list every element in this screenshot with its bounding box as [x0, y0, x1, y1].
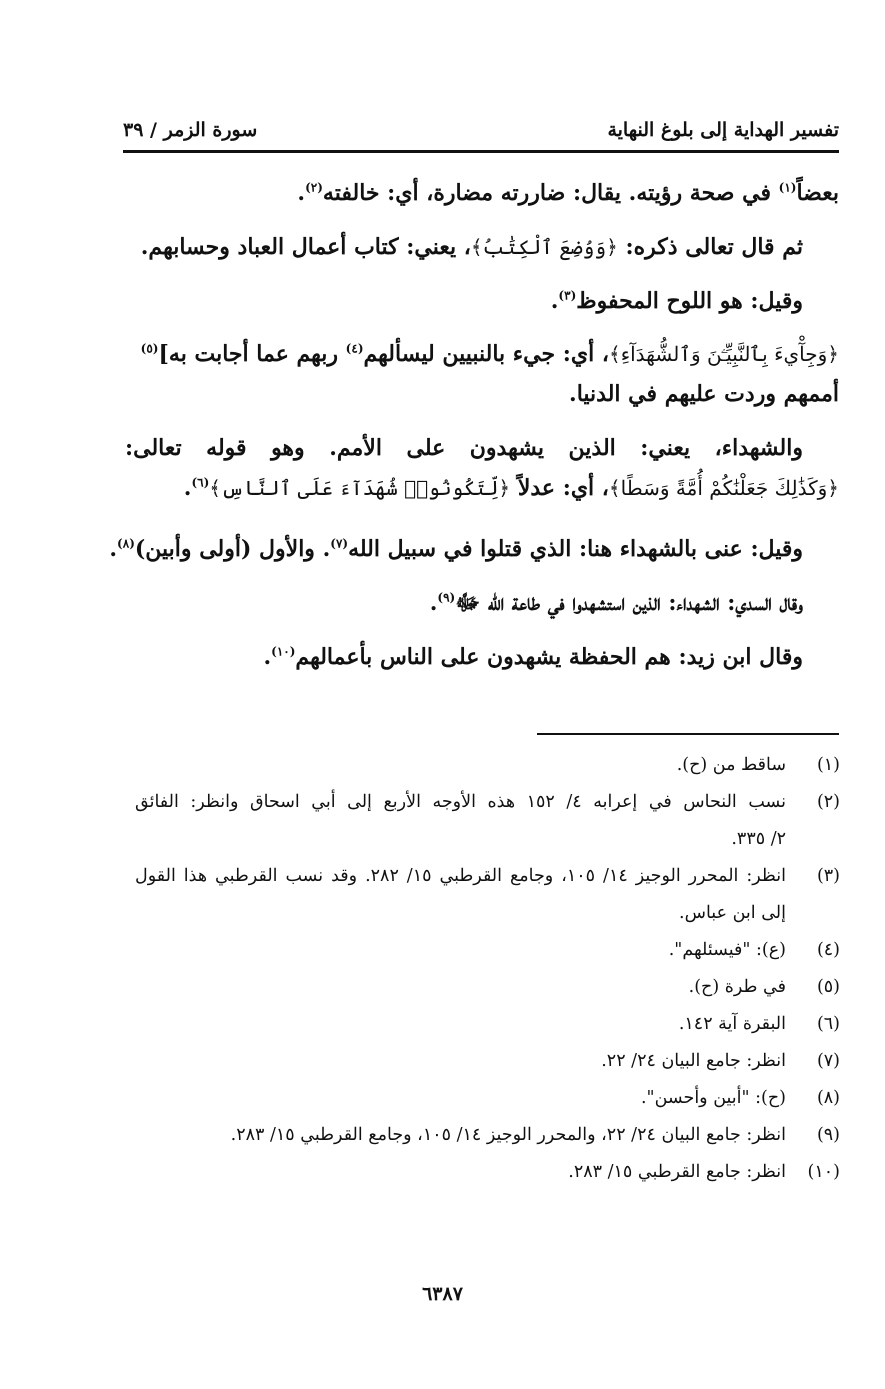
footnote: (١٠) انظر: جامع القرطبي ١٥/ ٢٨٣. [568, 1162, 840, 1182]
footnote-ref: (٥) [140, 341, 159, 356]
footnote-separator [537, 733, 839, 735]
main-text [109, 166, 839, 684]
book-title: تفسير الهداية إلى بلوغ النهاية [607, 119, 839, 141]
paragraph-2: ثم قال تعالى ذكره: ﴿وَوُضِعَ ٱلْكِتَٰبُ﴾، يعني: كتاب أعمال العباد وحسابهم. [140, 234, 803, 260]
paragraph-7: وقال السدي: الشهداء: الذين استشهدوا في طاعة الله ﷻ$^{(٩)}$. [429, 590, 803, 616]
quran-verse: ﴿وَوُضِعَ ٱلْكِتَٰبُ﴾ [470, 235, 618, 259]
paragraph-5-line-1: والشهداء، يعني: الذين يشهدون على الأمم. وهو قوله تعالى: [125, 435, 803, 461]
footnote: (٤) (ع): "فيسئلهم". [668, 940, 840, 960]
quran-verse: ﴿وَكَذَٰلِكَ جَعَلْنَٰكُمْ أُمَّةً وَسَطًا﴾ [608, 476, 839, 500]
footnote: (٨) (ح): "أبين وأحسن". [640, 1088, 840, 1108]
footnote-ref: (٧) [330, 536, 349, 551]
footnote-ref: (١) [778, 180, 797, 195]
running-header [123, 112, 839, 148]
paragraph-8: وقال ابن زيد: هم الحفظة يشهدون على الناس بأعمالهم$^{(١٠)}$. [263, 644, 803, 670]
footnote: (٦) البقرة آية ١٤٢. [678, 1014, 840, 1034]
footnote-ref: (٣) [558, 288, 577, 303]
footnote-ref: (٦) [191, 475, 210, 490]
paragraph-6: وقيل: عنى بالشهداء هنا: الذي قتلوا في سبيل الله$^{(٧)}$. والأول (أولى وأبين)$^{(٨)}$. [109, 536, 803, 562]
footnote: (٢) نسب النحاس في إعرابه ٤/ ١٥٢ هذه الأوجه الأربع إلى أبي اسحاق وانظر: الفائق [135, 792, 840, 812]
footnote: (٣) انظر: المحرر الوجيز ١٤/ ١٠٥، وجامع القرطبي ١٥/ ٢٨٢. وقد نسب القرطبي هذا القول [135, 866, 840, 886]
footnote-ref: (٨) [117, 536, 135, 551]
surah-reference: سورة الزمر / ٣٩ [123, 119, 258, 141]
footnote-ref: (١٠) [271, 644, 296, 659]
header-rule [123, 150, 839, 153]
footnotes [135, 747, 840, 1191]
paragraph-1: بعضاً$^{(١)}$ في صحة رؤيته. يقال: ضاررته مضارة، أي: خالفته$^{(٢)}$. [297, 180, 839, 206]
paragraph-4-line-1: ﴿وَجِآْيءَ بِٱلنَّبِيِّـۧنَ وَٱلشُّهَدَآءِ﴾، أي: جيء بالنبيين ليسألهم$^{(٤)}$ ربهم عما أجابت به]$^{(٥)}$ [140, 341, 839, 367]
footnote: (١) ساقط من (ح). [676, 755, 840, 775]
honorific-symbol: ﷻ [455, 590, 481, 616]
paragraph-3: وقيل: هو اللوح المحفوظ$^{(٣)}$. [550, 288, 803, 314]
quran-verse: ﴿لِّتَكُونُوا۟ شُهَدَآءَ عَلَى ٱلنَّاسِ﴾ [209, 476, 511, 500]
footnote-ref: (٤) [345, 341, 364, 356]
footnote-ref: (٩) [437, 590, 456, 605]
footnote: (٧) انظر: جامع البيان ٢٤/ ٢٢. [601, 1051, 840, 1071]
paragraph-4-line-2: أممهم وردت عليهم في الدنيا. [569, 381, 839, 407]
footnote-continuation: إلى ابن عباس. [679, 903, 786, 923]
footnote-ref: (٢) [305, 180, 323, 195]
paragraph-5-line-2: ﴿وَكَذَٰلِكَ جَعَلْنَٰكُمْ أُمَّةً وَسَطًا﴾، أي: عدلاً ﴿لِّتَكُونُوا۟ شُهَدَآءَ عَلَى ٱلنَّاسِ﴾$^{(٦)}$. [183, 475, 839, 501]
footnote: (٥) في طرة (ح). [688, 977, 840, 997]
page-number: ٦٣٨٧ [422, 1283, 463, 1305]
footnote-continuation: ٢/ ٣٣٥. [731, 829, 786, 849]
footnote: (٩) انظر: جامع البيان ٢٤/ ٢٢، والمحرر الوجيز ١٤/ ١٠٥، وجامع القرطبي ١٥/ ٢٨٣. [230, 1125, 840, 1145]
quran-verse: ﴿وَجِآْيءَ بِٱلنَّبِيِّـۧنَ وَٱلشُّهَدَآءِ﴾ [608, 342, 839, 366]
